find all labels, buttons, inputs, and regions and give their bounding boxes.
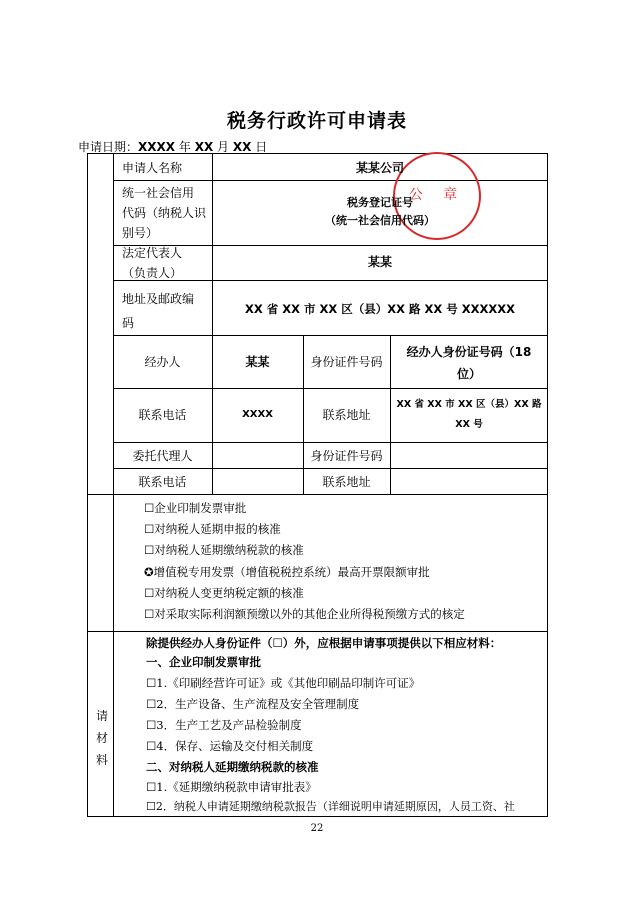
material-item[interactable]: ☐4．保存、运输及交付相关制度 [146,739,314,753]
legal-rep-label: 法定代表人 （负责人） [122,246,183,280]
contact-address-value: XX 省 XX 市 XX 区（县）XX 路 XX 号 [396,399,542,430]
phone-value: XXXX [242,409,273,420]
material-item[interactable]: ☐2．生产设备、生产流程及安全管理制度 [146,697,360,711]
row-divider [113,468,548,469]
applicant-name-value: 某某公司 [355,161,404,175]
proxy-phone-label: 联系电话 [138,475,187,489]
row-divider [113,442,548,443]
agent-value: 某某 [245,355,270,369]
item-delayed-filing[interactable]: ☐对纳税人延期申报的核准 [144,522,281,536]
col-divider [113,631,114,817]
material-item[interactable]: ☐3．生产工艺及产品检验制度 [146,718,302,732]
row-divider [113,180,548,181]
credit-code-value: 税务登记证号 （统一社会信用代码） [325,196,435,227]
item-invoice-printing[interactable]: ☐企业印制发票审批 [144,501,247,515]
item-vat-invoice-limit[interactable]: ✪增值税专用发票（增值税税控系统）最高开票限额审批 [144,565,430,579]
legal-rep-value: 某某 [367,255,392,269]
section-divider [87,631,548,632]
phone-label: 联系电话 [138,408,187,422]
official-seal-stamp: 公 章 [393,152,481,240]
address-value: XX 省 XX 市 XX 区（县）XX 路 XX 号 XXXXXX [245,302,515,316]
proxy-id-label: 身份证件号码 [310,449,383,463]
form-title: 税务行政许可申请表 [226,110,407,132]
row-divider [113,388,548,389]
item-delayed-payment[interactable]: ☐对纳税人延期缴纳税款的核准 [144,543,304,557]
agent-id-label: 身份证件号码 [310,355,383,369]
page-number: 22 [310,823,324,834]
item-prepayment-method[interactable]: ☐对采取实际利润额预缴以外的其他企业所得税预缴方式的核定 [144,607,465,621]
row-divider [113,335,548,336]
materials-intro: 除提供经办人身份证件（☐）外，应根据申请事项提供以下相应材料： [146,636,502,650]
material-item[interactable]: ☐1.《延期缴纳税款申请审批表》 [146,780,317,794]
materials-section-1: 一、企业印制发票审批 [146,655,261,669]
address-label: 地址及邮政编 码 [122,292,195,330]
contact-address-label: 联系地址 [322,408,371,422]
materials-side-label: 请 材 料 [95,709,108,767]
materials-section-2: 二、对纳税人延期缴纳税款的核准 [146,760,319,774]
proxy-address-label: 联系地址 [322,475,371,489]
application-date: 申请日期：XXXX 年 XX 月 XX 日 [78,140,268,154]
credit-code-label: 统一社会信用 代码（纳税人识 别号） [122,186,207,240]
section-divider [87,494,548,495]
material-item[interactable]: ☐2．纳税人申请延期缴纳税款报告（详细说明申请延期原因，人员工资、社 [146,800,515,813]
applicant-name-label: 申请人名称 [122,161,183,175]
proxy-label: 委托代理人 [132,449,193,463]
agent-label: 经办人 [144,355,181,369]
item-quota-change[interactable]: ☐对纳税人变更纳税定额的核准 [144,586,304,600]
agent-id-value: 经办人身份证号码（18 位） [406,345,532,381]
col-divider [113,153,114,631]
material-item[interactable]: ☐1.《印刷经营许可证》或《其他印刷品印制许可证》 [146,676,421,690]
